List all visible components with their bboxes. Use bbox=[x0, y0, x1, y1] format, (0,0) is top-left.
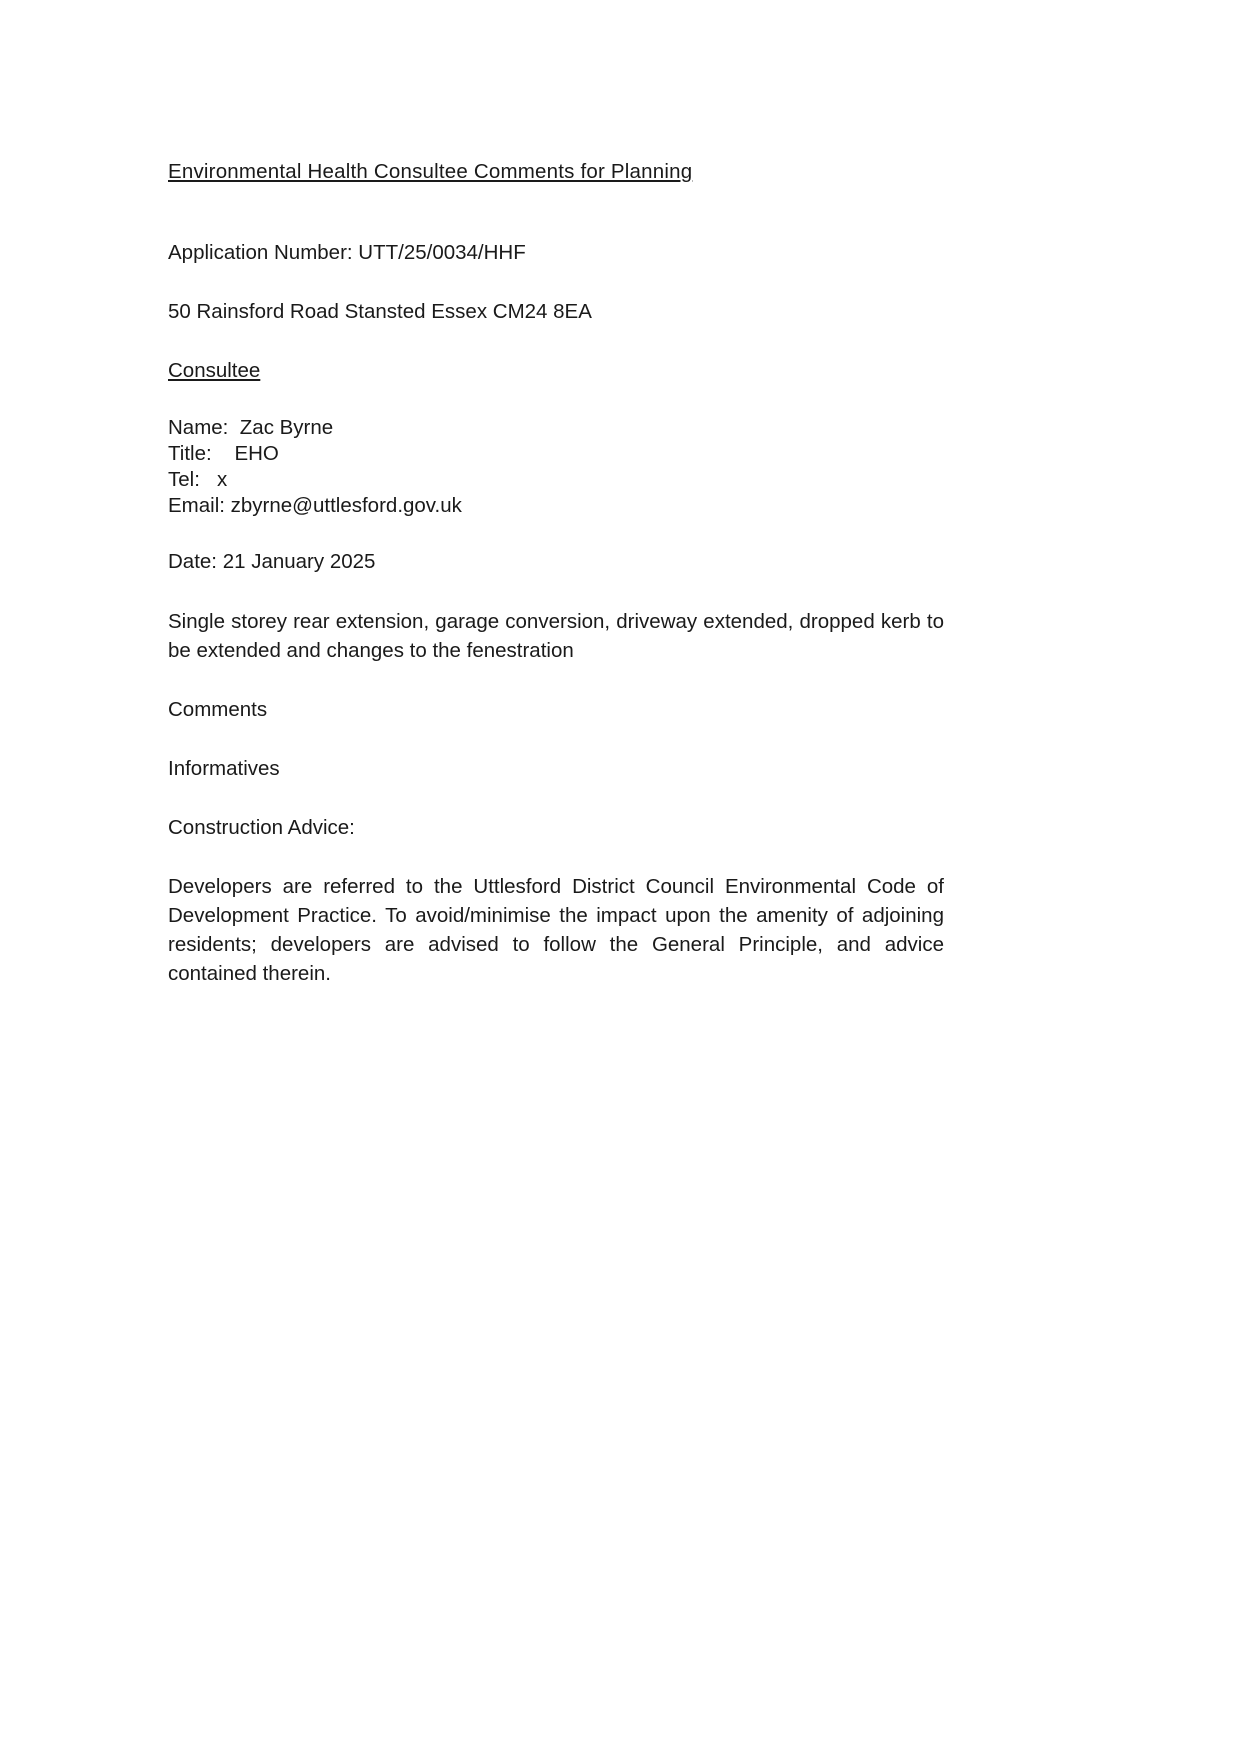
comments-heading: Comments bbox=[168, 697, 268, 721]
consultee-heading: Consultee bbox=[168, 359, 261, 383]
consultee-title-line: Title: EHO bbox=[168, 442, 279, 466]
informatives-heading: Informatives bbox=[168, 756, 280, 780]
site-address-line: 50 Rainsford Road Stansted Essex CM24 8EA bbox=[168, 300, 592, 324]
consultee-details-block bbox=[168, 415, 944, 519]
proposal-description: Single storey rear extension, garage conversion, driveway extended, dropped kerb to be extended and changes to the fenestration bbox=[168, 609, 944, 662]
consultee-tel-line: Tel: x bbox=[168, 468, 228, 492]
document-title: Environmental Health Consultee Comments for Planning bbox=[168, 160, 693, 183]
consultee-name-line: Name: Zac Byrne bbox=[168, 416, 334, 440]
date-line: Date: 21 January 2025 bbox=[168, 550, 376, 574]
construction-advice-heading: Construction Advice: bbox=[168, 816, 355, 839]
construction-advice-paragraph: Developers are referred to the Uttlesford District Council Environmental Code of Development Practice. To avoid/minimise the impact upon the amenity of adjoining residents; developers are advised to follow the General Principle, and advice contained therein. bbox=[168, 875, 944, 986]
application-number-line: Application Number: UTT/25/0034/HHF bbox=[168, 241, 526, 264]
consultee-email-line: Email: zbyrne@uttlesford.gov.uk bbox=[168, 494, 462, 518]
